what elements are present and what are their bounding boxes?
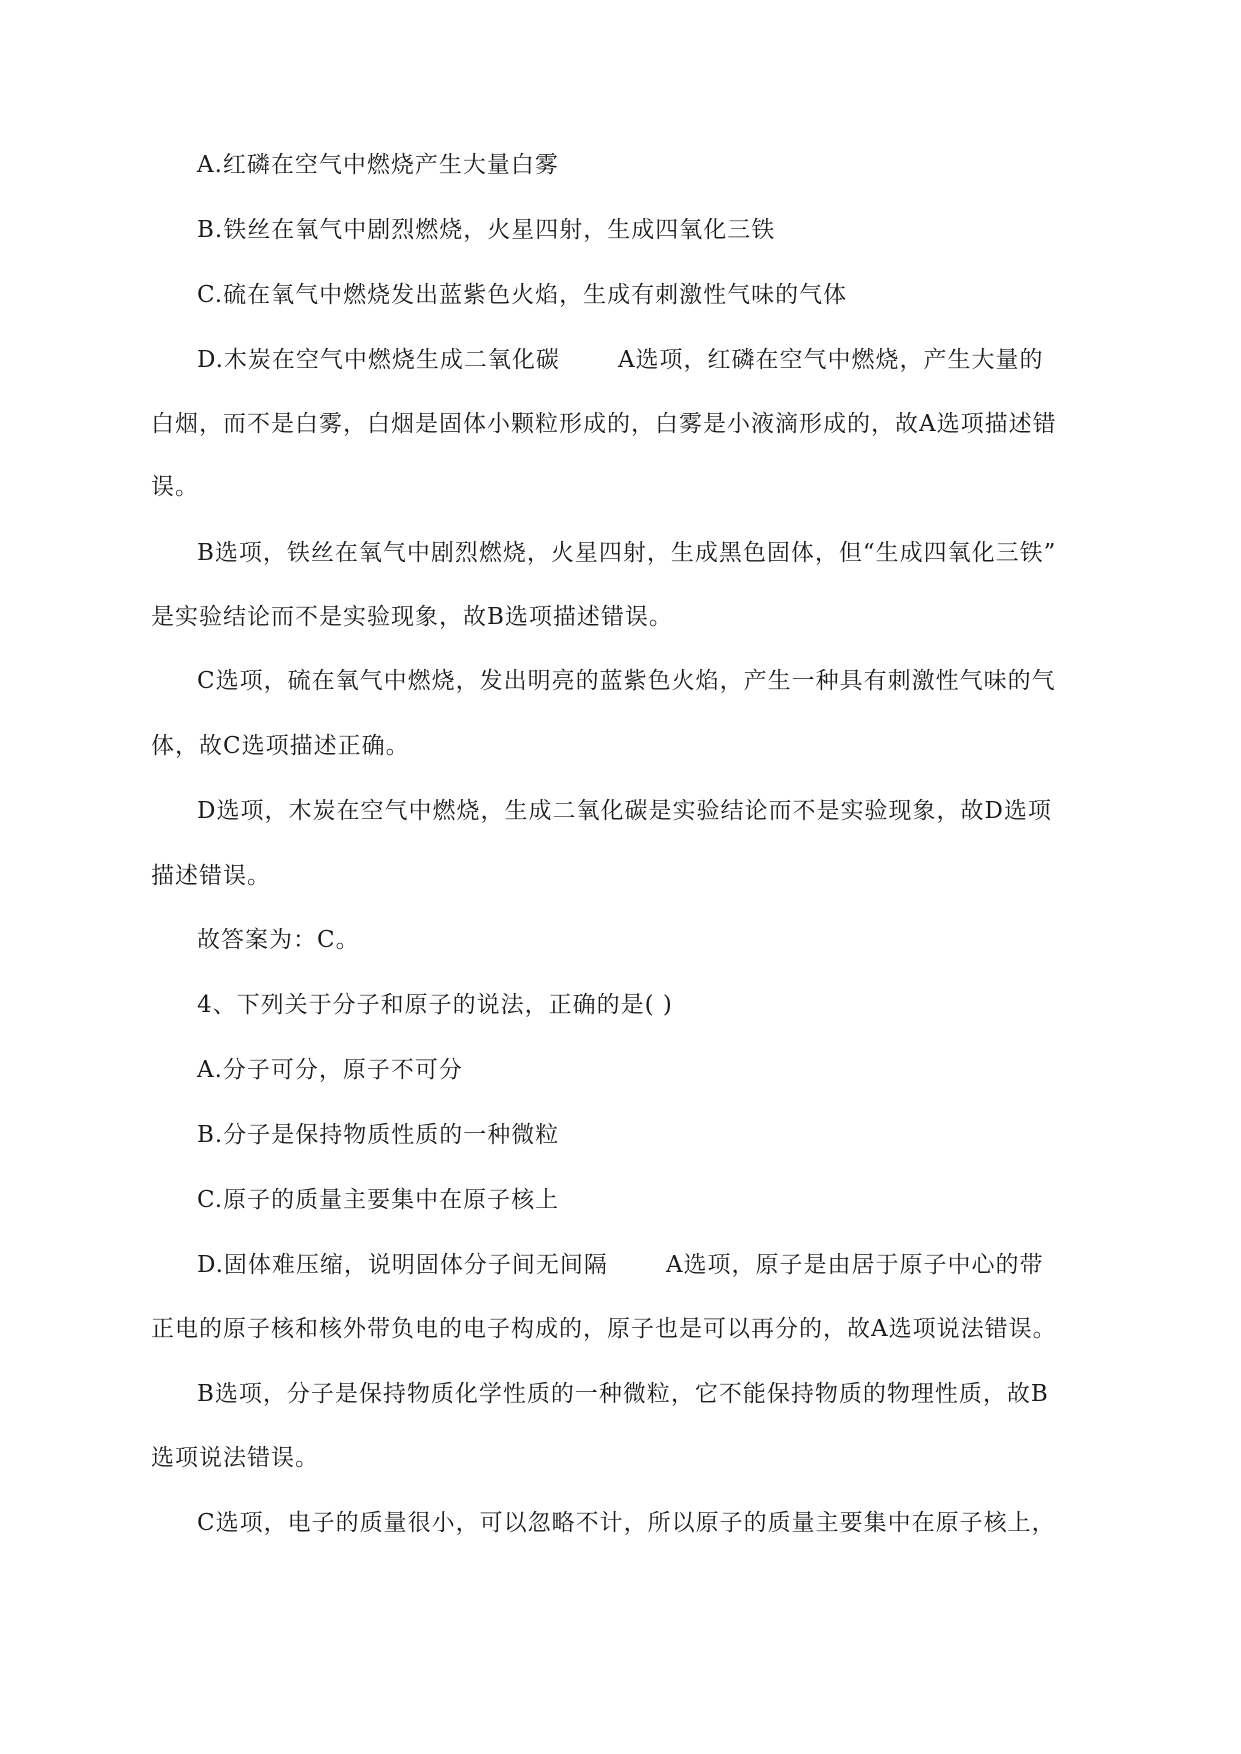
q4-analysis-b-line2: 选项说法错误。 — [151, 1445, 319, 1471]
q3-analysis-a-line3: 误。 — [151, 474, 199, 500]
q3-analysis-c-line1: C选项，硫在氧气中燃烧，发出明亮的蓝紫色火焰，产生一种具有刺激性气味的气 — [197, 668, 1056, 694]
q3-option-d: D.木炭在空气中燃烧生成二氧化碳 — [197, 347, 560, 373]
q3-option-d-row — [197, 345, 1044, 375]
q3-analysis-b-line2: 是实验结论而不是实验现象，故B选项描述错误。 — [151, 604, 673, 630]
q3-analysis-b-line1: B选项，铁丝在氧气中剧烈燃烧，火星四射，生成黑色固体，但“生成四氧化三铁” — [197, 540, 1057, 566]
q3-option-a: A.红磷在空气中燃烧产生大量白雾 — [197, 152, 559, 178]
q4-option-d-row — [197, 1250, 1044, 1280]
q3-option-b: B.铁丝在氧气中剧烈燃烧，火星四射，生成四氧化三铁 — [197, 217, 776, 243]
q4-option-a: A.分子可分，原子不可分 — [197, 1057, 463, 1083]
q4-stem: 4、下列关于分子和原子的说法，正确的是( ) — [197, 992, 673, 1018]
q3-analysis-d-line2: 描述错误。 — [151, 863, 271, 889]
q4-analysis-c-line1: C选项，电子的质量很小，可以忽略不计，所以原子的质量主要集中在原子核上， — [197, 1510, 1056, 1536]
q3-option-c: C.硫在氧气中燃烧发出蓝紫色火焰，生成有刺激性气味的气体 — [197, 282, 848, 308]
q4-option-d: D.固体难压缩，说明固体分子间无间隔 — [197, 1252, 608, 1278]
q3-analysis-d-line1: D选项，木炭在空气中燃烧，生成二氧化碳是实验结论而不是实验现象，故D选项 — [197, 798, 1052, 824]
q4-option-c: C.原子的质量主要集中在原子核上 — [197, 1187, 560, 1213]
q3-analysis-a-line2: 白烟，而不是白雾，白烟是固体小颗粒形成的，白雾是小液滴形成的，故A选项描述错 — [151, 411, 1057, 437]
q3-analysis-c-line2: 体，故C选项描述正确。 — [151, 733, 410, 759]
q4-option-b: B.分子是保持物质性质的一种微粒 — [197, 1122, 560, 1148]
q4-analysis-a-line2: 正电的原子核和核外带负电的电子构成的，原子也是可以再分的，故A选项说法错误。 — [151, 1316, 1057, 1342]
q4-analysis-b-line1: B选项，分子是保持物质化学性质的一种微粒，它不能保持物质的物理性质，故B — [197, 1381, 1049, 1407]
q3-analysis-a-line1: A选项，红磷在空气中燃烧，产生大量的 — [617, 347, 1044, 373]
q3-answer: 故答案为：C。 — [197, 927, 360, 953]
q4-analysis-a-line1: A选项，原子是由居于原子中心的带 — [665, 1252, 1044, 1278]
